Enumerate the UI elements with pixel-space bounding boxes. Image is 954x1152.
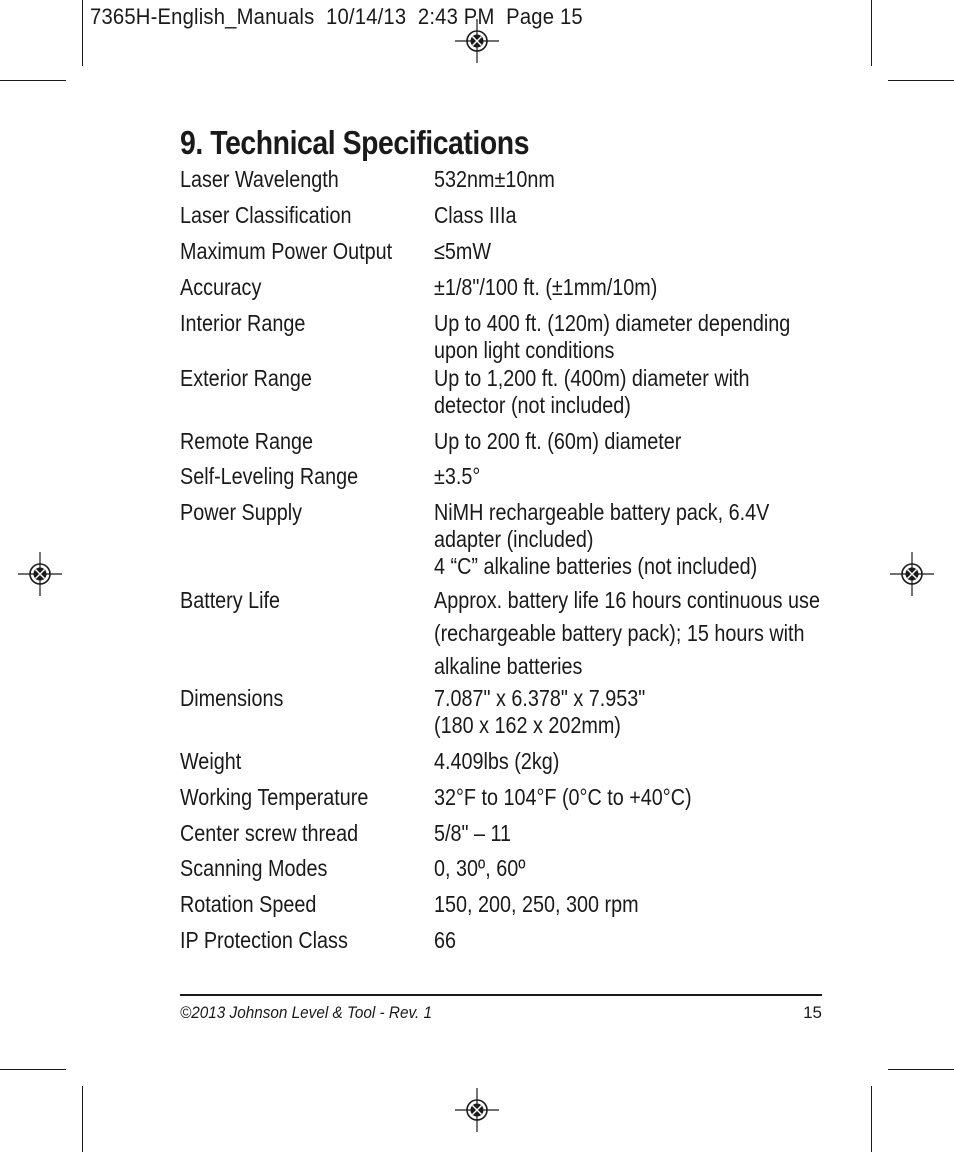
spec-value: [434, 891, 894, 918]
spec-label: Maximum Power Output: [180, 238, 393, 264]
spec-value: [434, 748, 894, 775]
page-title: 9. Technical Specifications: [180, 124, 530, 161]
spec-label: Weight: [180, 748, 242, 774]
crop-mark-bottom-left-vertical: [82, 1086, 83, 1152]
footer-page-number: 15: [803, 1003, 822, 1022]
spec-value-line: Approx. battery life 16 hours continuous use: [434, 587, 820, 613]
spec-label: Interior Range: [180, 310, 306, 336]
spec-value: [434, 784, 894, 811]
spec-value: [434, 310, 894, 364]
spec-value: [434, 428, 894, 455]
spec-label: Battery Life: [180, 587, 281, 613]
registration-mark-bottom-icon: [455, 1088, 499, 1132]
spec-value-line: 4.409lbs (2kg): [434, 748, 560, 774]
spec-label: Exterior Range: [180, 365, 312, 391]
spec-label: Remote Range: [180, 428, 314, 454]
spec-value-line: 5/8" – 11: [434, 820, 512, 846]
spec-value: [434, 685, 894, 739]
spec-value-line: upon light conditions: [434, 337, 615, 363]
registration-mark-top-icon: [455, 19, 499, 63]
spec-label: Laser Classification: [180, 202, 352, 228]
spec-value-line: Class IIIa: [434, 202, 517, 228]
spec-label: Dimensions: [180, 685, 284, 711]
spec-value: [434, 463, 894, 490]
spec-value: [434, 855, 894, 882]
crop-mark-top-right-horizontal: [888, 80, 954, 81]
spec-label: Rotation Speed: [180, 891, 317, 917]
spec-value: [434, 166, 894, 193]
crop-mark-top-right-vertical: [871, 0, 872, 66]
spec-value-line: (180 x 162 x 202mm): [434, 712, 621, 738]
registration-mark-left-icon: [18, 552, 62, 596]
spec-label: Working Temperature: [180, 784, 369, 810]
printer-slug: 7365H-English_Manuals 10/14/13 2:43 PM Page 15: [90, 4, 583, 29]
spec-value-line: ±3.5°: [434, 463, 481, 489]
spec-label: Center screw thread: [180, 820, 359, 846]
footer-copyright: ©2013 Johnson Level & Tool - Rev. 1: [180, 1003, 432, 1022]
spec-value-line: NiMH rechargeable battery pack, 6.4V: [434, 499, 770, 525]
crop-mark-top-left-horizontal: [0, 80, 66, 81]
spec-label: Self-Leveling Range: [180, 463, 359, 489]
spec-value: [434, 365, 894, 419]
spec-label: Power Supply: [180, 499, 303, 525]
crop-mark-bottom-left-horizontal: [0, 1069, 66, 1070]
spec-value-line: Up to 1,200 ft. (400m) diameter with: [434, 365, 750, 391]
spec-label: Scanning Modes: [180, 855, 328, 881]
spec-value-line: Up to 200 ft. (60m) diameter: [434, 428, 682, 454]
spec-label: Accuracy: [180, 274, 262, 300]
spec-value: [434, 202, 894, 229]
crop-mark-top-left-vertical: [82, 0, 83, 66]
spec-label: Laser Wavelength: [180, 166, 339, 192]
spec-value-line: 66: [434, 927, 457, 953]
spec-value-line: 532nm±10nm: [434, 166, 555, 192]
spec-label: IP Protection Class: [180, 927, 348, 953]
spec-value-line: 0, 30º, 60º: [434, 855, 526, 881]
spec-value-line: Up to 400 ft. (120m) diameter depending: [434, 310, 791, 336]
spec-value: [434, 820, 894, 847]
spec-value: [434, 238, 894, 265]
spec-value: [434, 499, 894, 580]
spec-value-line: ≤5mW: [434, 238, 492, 264]
spec-value-line: ±1/8"/100 ft. (±1mm/10m): [434, 274, 658, 300]
spec-value-line: 150, 200, 250, 300 rpm: [434, 891, 639, 917]
spec-value-line: 4 “C” alkaline batteries (not included): [434, 553, 758, 579]
spec-value-line: alkaline batteries: [434, 653, 583, 679]
spec-value: [434, 927, 894, 954]
crop-mark-bottom-right-horizontal: [888, 1069, 954, 1070]
spec-value: [434, 274, 894, 301]
spec-value-line: (rechargeable battery pack); 15 hours with: [434, 620, 805, 646]
spec-value-line: 7.087" x 6.378" x 7.953": [434, 685, 646, 711]
spec-value-line: detector (not included): [434, 392, 631, 418]
crop-mark-bottom-right-vertical: [871, 1086, 872, 1152]
spec-value-line: 32°F to 104°F (0°C to +40°C): [434, 784, 692, 810]
footer-divider: [180, 994, 822, 996]
spec-value-line: adapter (included): [434, 526, 594, 552]
registration-mark-right-icon: [890, 552, 934, 596]
spec-value: [434, 584, 894, 683]
